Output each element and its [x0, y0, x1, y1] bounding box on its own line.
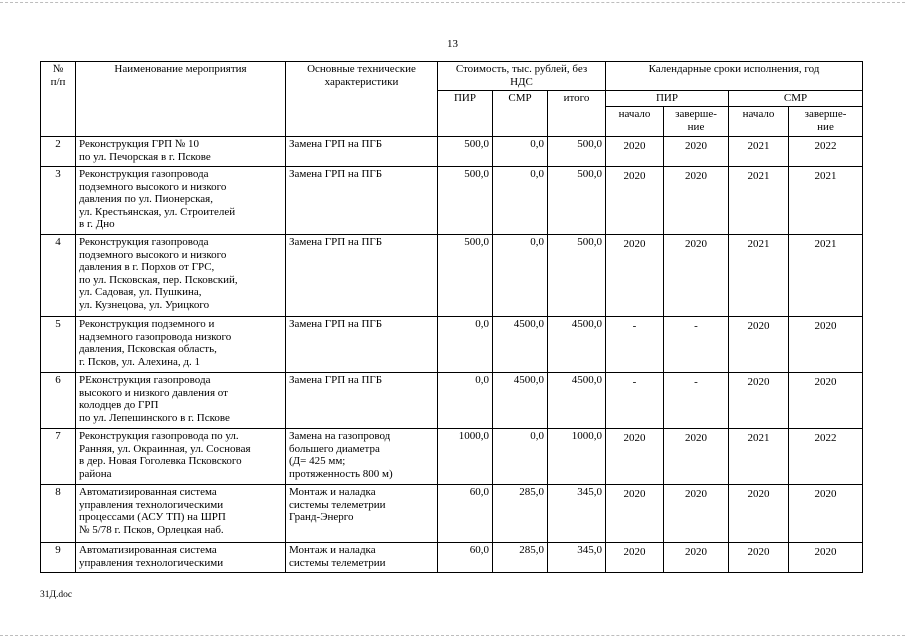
- row-pir-end: 2020: [664, 167, 729, 235]
- row-pir-start: -: [606, 373, 664, 429]
- row-name: Автоматизированная система управления технологическими процессами (АСУ ТП) на ШРП № 5/78 г. Псков, Орлецкая наб.: [76, 485, 286, 543]
- table-row: [41, 373, 863, 429]
- row-pir-cost: 500,0: [438, 235, 493, 317]
- table-row: [41, 317, 863, 373]
- header-terms-pir: ПИР: [606, 91, 729, 107]
- page-number: 13: [447, 38, 458, 50]
- measures-table: [40, 61, 863, 573]
- row-smr-cost: 4500,0: [493, 317, 548, 373]
- row-smr-cost: 4500,0: [493, 373, 548, 429]
- row-name: РЕконструкция газопровода высокого и низкого давления от колодцев до ГРП по ул. Лепешинского в г. Пскове: [76, 373, 286, 429]
- row-pir-start: 2020: [606, 429, 664, 485]
- row-smr-end: 2022: [789, 137, 863, 167]
- row-pir-end: 2020: [664, 485, 729, 543]
- row-pir-cost: 60,0: [438, 485, 493, 543]
- row-smr-start: 2021: [729, 235, 789, 317]
- row-num: 8: [41, 485, 76, 543]
- header-cost-total: итого: [548, 91, 606, 137]
- row-pir-end: -: [664, 373, 729, 429]
- row-pir-cost: 1000,0: [438, 429, 493, 485]
- row-total-cost: 4500,0: [548, 317, 606, 373]
- row-tech: Замена ГРП на ПГБ: [286, 317, 438, 373]
- row-num: 7: [41, 429, 76, 485]
- header-smr-start: начало: [729, 107, 789, 137]
- table-row: [41, 543, 863, 573]
- row-num: 6: [41, 373, 76, 429]
- row-smr-cost: 0,0: [493, 429, 548, 485]
- row-pir-end: 2020: [664, 235, 729, 317]
- row-num: 9: [41, 543, 76, 573]
- row-tech: Замена ГРП на ПГБ: [286, 235, 438, 317]
- row-pir-end: 2020: [664, 137, 729, 167]
- row-smr-end: 2020: [789, 485, 863, 543]
- row-total-cost: 345,0: [548, 543, 606, 573]
- header-cost-pir: ПИР: [438, 91, 493, 137]
- row-smr-start: 2021: [729, 137, 789, 167]
- row-name: Реконструкция газопровода подземного высокого и низкого давления в г. Порхов от ГРС, по ул. Псковская, пер. Псковский, ул. Садовая, ул. Пушкина, ул. Кузнецова, ул. Урицкого: [76, 235, 286, 317]
- row-name: Реконструкция подземного и надземного газопровода низкого давления, Псковская область, г. Псков, ул. Алехина, д. 1: [76, 317, 286, 373]
- row-smr-start: 2021: [729, 429, 789, 485]
- row-smr-end: 2021: [789, 235, 863, 317]
- row-total-cost: 1000,0: [548, 429, 606, 485]
- row-pir-start: 2020: [606, 167, 664, 235]
- row-pir-cost: 0,0: [438, 373, 493, 429]
- row-smr-start: 2020: [729, 485, 789, 543]
- header-num: № п/п: [41, 62, 76, 137]
- row-tech: Монтаж и наладка системы телеметрии Гранд-Энерго: [286, 485, 438, 543]
- row-pir-cost: 500,0: [438, 167, 493, 235]
- row-smr-end: 2020: [789, 317, 863, 373]
- row-pir-start: 2020: [606, 543, 664, 573]
- row-smr-cost: 285,0: [493, 485, 548, 543]
- header-pir-end: заверше- ние: [664, 107, 729, 137]
- row-smr-end: 2022: [789, 429, 863, 485]
- row-pir-start: 2020: [606, 485, 664, 543]
- row-tech: Замена ГРП на ПГБ: [286, 137, 438, 167]
- row-smr-end: 2020: [789, 543, 863, 573]
- row-pir-start: 2020: [606, 235, 664, 317]
- header-terms-smr: СМР: [729, 91, 863, 107]
- row-name: Реконструкция ГРП № 10 по ул. Печорская в г. Пскове: [76, 137, 286, 167]
- row-total-cost: 4500,0: [548, 373, 606, 429]
- row-num: 5: [41, 317, 76, 373]
- header-smr-end: заверше- ние: [789, 107, 863, 137]
- row-pir-cost: 0,0: [438, 317, 493, 373]
- header-tech: Основные технические характеристики: [286, 62, 438, 137]
- row-num: 2: [41, 137, 76, 167]
- table-row: [41, 429, 863, 485]
- row-tech: Замена ГРП на ПГБ: [286, 373, 438, 429]
- row-smr-start: 2020: [729, 317, 789, 373]
- row-num: 4: [41, 235, 76, 317]
- row-tech: Замена на газопровод большего диаметра (Д= 425 мм; протяженность 800 м): [286, 429, 438, 485]
- row-smr-start: 2020: [729, 373, 789, 429]
- row-name: Реконструкция газопровода по ул. Ранняя, ул. Окраинная, ул. Сосновая в дер. Новая Гоголевка Псковского района: [76, 429, 286, 485]
- header-cost: Стоимость, тыс. рублей, без НДС: [438, 62, 606, 91]
- row-tech: Замена ГРП на ПГБ: [286, 167, 438, 235]
- bottom-dashed-border: [0, 635, 905, 636]
- row-total-cost: 500,0: [548, 235, 606, 317]
- header-cost-smr: СМР: [493, 91, 548, 137]
- row-pir-end: -: [664, 317, 729, 373]
- header-name: Наименование мероприятия: [76, 62, 286, 137]
- row-pir-end: 2020: [664, 429, 729, 485]
- row-smr-start: 2020: [729, 543, 789, 573]
- row-total-cost: 500,0: [548, 137, 606, 167]
- row-pir-cost: 500,0: [438, 137, 493, 167]
- row-smr-cost: 285,0: [493, 543, 548, 573]
- row-name: Автоматизированная система управления технологическими: [76, 543, 286, 573]
- row-tech: Монтаж и наладка системы телеметрии: [286, 543, 438, 573]
- header-pir-start: начало: [606, 107, 664, 137]
- row-smr-end: 2020: [789, 373, 863, 429]
- row-pir-end: 2020: [664, 543, 729, 573]
- header-terms: Календарные сроки исполнения, год: [606, 62, 863, 91]
- row-total-cost: 500,0: [548, 167, 606, 235]
- top-dashed-border: [0, 2, 905, 3]
- row-total-cost: 345,0: [548, 485, 606, 543]
- row-pir-cost: 60,0: [438, 543, 493, 573]
- row-smr-end: 2021: [789, 167, 863, 235]
- table-row: [41, 485, 863, 543]
- table-row: [41, 137, 863, 167]
- row-name: Реконструкция газопровода подземного высокого и низкого давления по ул. Пионерская, ул. Крестьянская, ул. Строителей в г. Дно: [76, 167, 286, 235]
- table-row: [41, 167, 863, 235]
- row-smr-cost: 0,0: [493, 137, 548, 167]
- row-num: 3: [41, 167, 76, 235]
- row-smr-cost: 0,0: [493, 167, 548, 235]
- footer-filename: 31Д.doc: [40, 590, 73, 600]
- table-row: [41, 235, 863, 317]
- row-smr-start: 2021: [729, 167, 789, 235]
- row-smr-cost: 0,0: [493, 235, 548, 317]
- row-pir-start: 2020: [606, 137, 664, 167]
- row-pir-start: -: [606, 317, 664, 373]
